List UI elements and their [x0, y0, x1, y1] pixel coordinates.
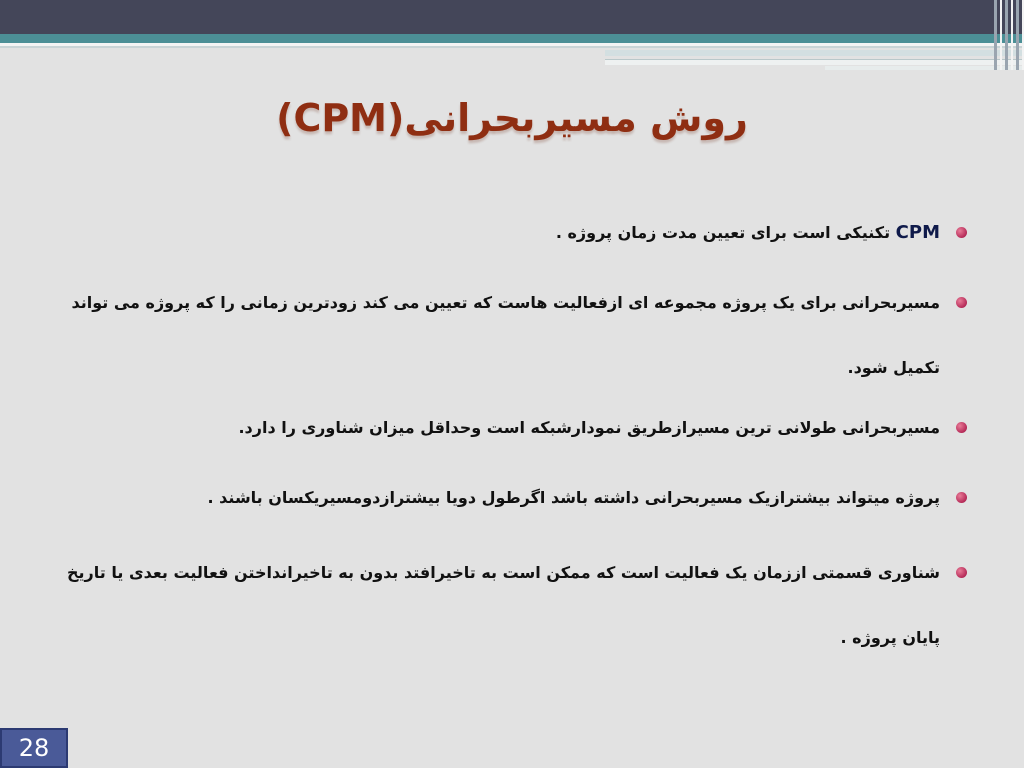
- bullet-icon: [956, 492, 967, 503]
- bullet-icon: [956, 297, 967, 308]
- list-item: [40, 470, 975, 540]
- bullet-icon: [956, 227, 967, 238]
- list-item: [40, 540, 975, 670]
- header-accent-bar: [605, 59, 1024, 65]
- header-divider-shadow: [0, 46, 1024, 48]
- list-item: [40, 270, 975, 400]
- header-band: [0, 0, 1024, 34]
- bullet-icon: [956, 567, 967, 578]
- header-accent-bar: [605, 50, 1024, 56]
- bullet-icon: [956, 422, 967, 433]
- bullet-text: پروژه میتواند بیشترازیک مسیربحرانی داشته باشد اگرطول دویا بیشترازدومسیریکسان باشند .: [207, 488, 940, 507]
- bullet-text: شناوری قسمتی اززمان یک فعالیت است که ممکن است به تاخیرافتد بدون به تاخیرانداختن فعالیت بعدی یا تاریخ پایان پروژه .: [67, 563, 940, 647]
- slide-number-badge: 28: [0, 728, 68, 768]
- list-item: [40, 205, 975, 270]
- bullet-text: مسیربحرانی برای یک پروژه مجموعه ای ازفعالیت هاست که تعیین می کند زودترین زمانی را که پروژه می تواند تکمیل شود.: [71, 293, 940, 377]
- bullet-list: [40, 205, 975, 670]
- bullet-text: [40, 205, 940, 260]
- list-item: [40, 400, 975, 470]
- corner-stripes: [994, 0, 1024, 70]
- slide-title: روش مسیربحرانی(CPM): [276, 96, 748, 140]
- bullet-acronym: CPM: [895, 222, 940, 243]
- bullet-text-body: تکنیکی است برای تعیین مدت زمان پروژه .: [555, 223, 896, 242]
- bullet-text: مسیربحرانی طولانی ترین مسیرازطریق نمودارشبکه است وحداقل میزان شناوری را دارد.: [238, 418, 940, 437]
- header-teal-stripe: [0, 34, 1024, 43]
